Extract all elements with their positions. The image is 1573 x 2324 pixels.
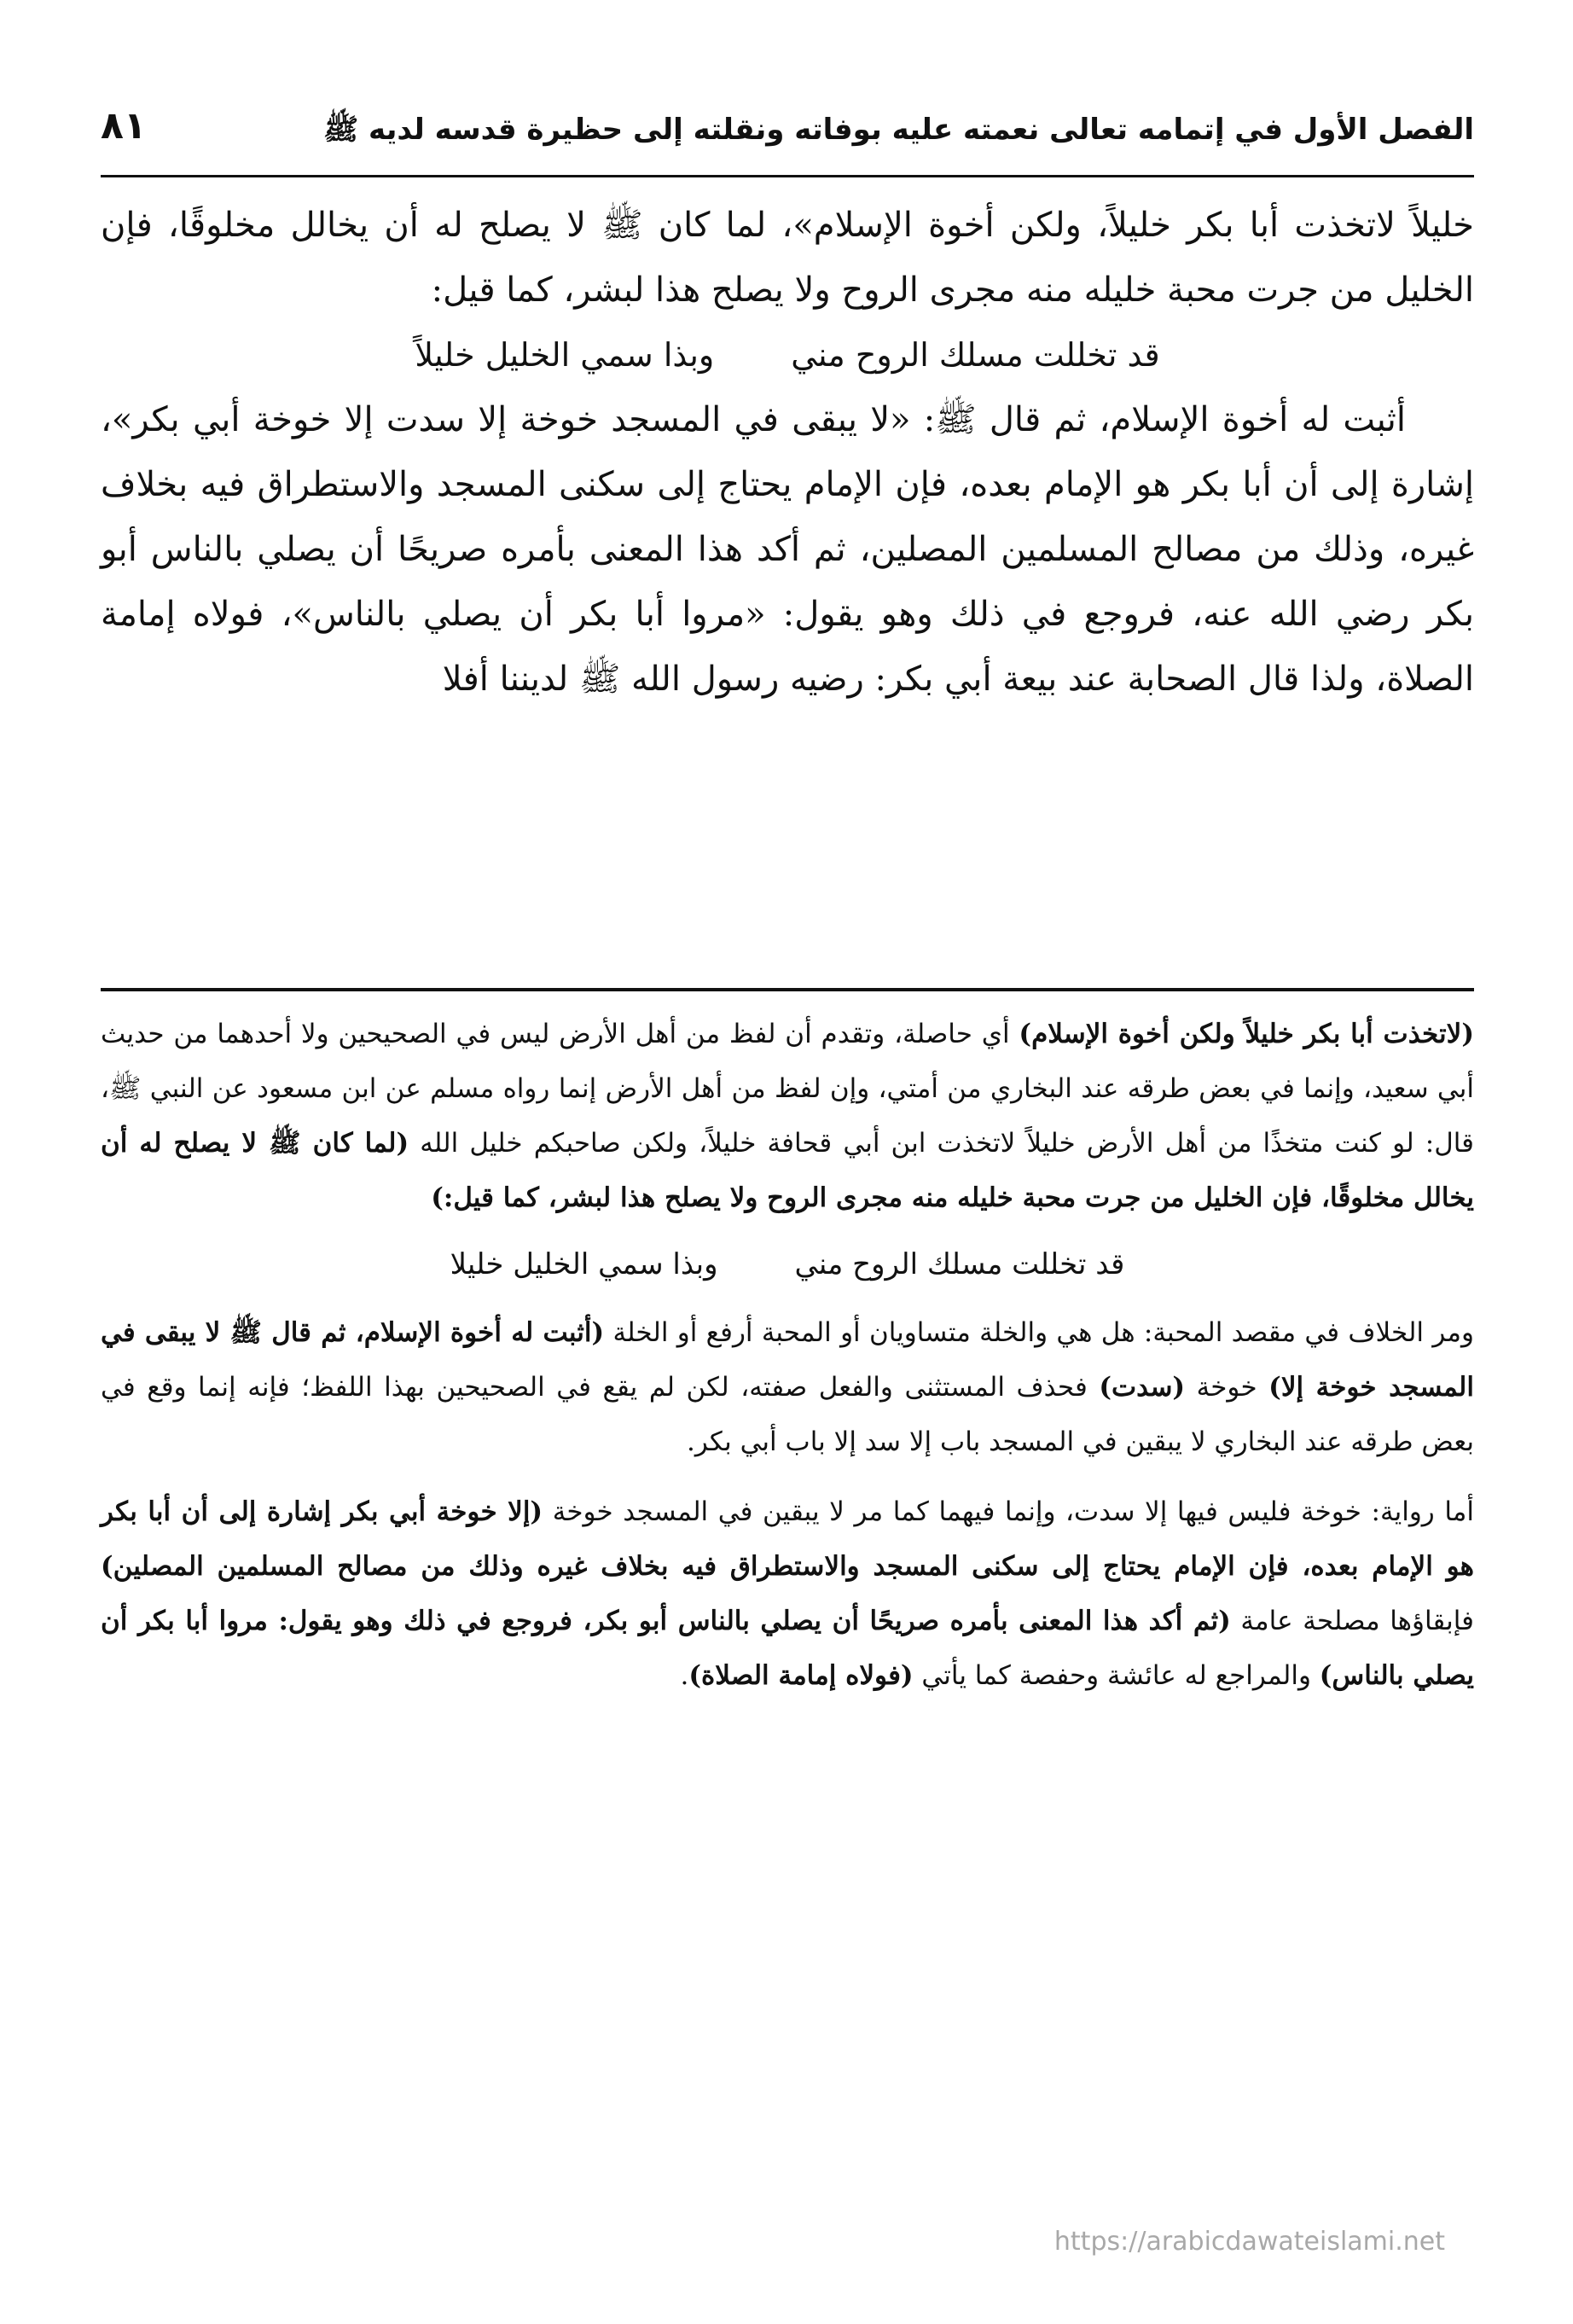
commentary-verse [101,1232,1474,1297]
commentary-quote: (سدت) [1099,1372,1186,1403]
commentary-paragraph [101,1305,1474,1469]
commentary-text: خوخة [1185,1372,1269,1403]
footnote-separator [101,988,1474,991]
running-title: الفصل الأول في إتمامه تعالى نعمته عليه بوفاته ونقلته إلى حظيرة قدسه لديه ﷺ [323,113,1474,147]
commentary-paragraph [101,1484,1474,1703]
commentary-quote: (إلا خوخة أبي بكر إشارة إلى أن أبا بكر هو الإمام بعده، فإن الإمام يحتاج إلى سكنى المسجد والاستطراق فيه بخلاف غيره وذلك من مصالح المسلمين المصلين) [101,1496,1474,1582]
source-watermark: https://arabicdawateislami.net [1054,2227,1445,2257]
commentary-quote: (ثم أكد هذا المعنى بأمره صريحًا أن يصلي بالناس أبو بكر، فروجع في ذلك وهو يقول: مروا أبا بكر أن يصلي بالناس) [101,1606,1474,1691]
verse-hemistich-second: وبذا سمي الخليل خليلاً [415,336,715,374]
commentary-quote: (لما كان ﷺ لا يصلح له أن يخالل مخلوقًا، فإن الخليل من جرت محبة خليله منه مجرى الروح ولا يصلح هذا لبشر، كما قيل:) [101,1128,1474,1213]
main-text [101,193,1474,712]
commentary-quote: (فولاه إمامة الصلاة) [688,1660,914,1691]
main-paragraph: أثبت له أخوة الإسلام، ثم قال ﷺ: «لا يبقى في المسجد خوخة إلا سدت إلا خوخة أبي بكر»، إشارة إلى أن أبا بكر هو الإمام بعده، فإن الإمام يحتاج إلى سكنى المسجد والاستطراق فيه بخلاف غيره، وذلك من مصالح المسلمين المصلين، ثم أكد هذا المعنى بأمره صريحًا أن يصلي بالناس أبو بكر رضي الله عنه، فروجع في ذلك وهو يقول: «مروا أبا بكر أن يصلي بالناس»، فولاه إمامة الصلاة، ولذا قال الصحابة عند بيعة أبي بكر: رضيه رسول الله ﷺ لديننا أفلا [101,400,1474,699]
commentary-quote: (لاتخذت أبا بكر خليلاً ولكن أخوة الإسلام) [1019,1019,1474,1049]
commentary-section [101,1007,1474,1703]
header-rule [101,175,1474,177]
commentary-text: أي حاصلة، وتقدم أن لفظ من أهل الأرض ليس في الصحيحين ولا أحدهما من حديث أبي سعيد، وإنما في بعض طرقه عند البخاري من أمتي، وإن لفظ من أهل الأرض إنما رواه مسلم عن ابن مسعود عن النبي ﷺ، قال: لو كنت متخذًا من أهل الأرض خليلاً لاتخذت ابن أبي قحافة خليلاً، ولكن صاحبكم خليل الله [101,1019,1474,1159]
commentary-text: ومر الخلاف في مقصد المحبة: هل هي والخلة متساويان أو المحبة أرفع أو الخلة [604,1317,1474,1348]
verse-hemistich-first: قد تخللت مسلك الروح مني [794,1247,1125,1281]
verse-hemistich-first: قد تخللت مسلك الروح مني [791,336,1160,374]
commentary-text: أما رواية: خوخة فليس فيها إلا سدت، وإنما فيهما كما مر لا يبقين في المسجد خوخة [543,1496,1475,1527]
commentary-text: فإبقاؤها مصلحة عامة [1230,1606,1474,1636]
main-paragraph: خليلاً لاتخذت أبا بكر خليلاً، ولكن أخوة الإسلام»، لما كان ﷺ لا يصلح له أن يخالل مخلوقًا، فإن الخليل من جرت محبة خليله منه مجرى الروح ولا يصلح هذا لبشر، كما قيل: [101,206,1474,310]
page-number: ٨١ [101,104,147,148]
verse-hemistich-second: وبذا سمي الخليل خليلا [450,1247,718,1281]
commentary-text: والمراجع له عائشة وحفصة كما يأتي [913,1660,1320,1691]
commentary-paragraph [101,1007,1474,1225]
commentary-text: فحذف المستثنى والفعل صفته، لكن لم يقع في الصحيحين بهذا اللفظ؛ فإنه إنما وقع في بعض طرقه عند البخاري لا يبقين في المسجد باب إلا سد إلا باب أبي بكر. [101,1372,1474,1457]
main-verse [101,322,1474,387]
page-header [101,104,1474,172]
commentary-text: . [680,1660,689,1691]
commentary-quote: (أثبت له أخوة الإسلام، ثم قال ﷺ لا يبقى في المسجد خوخة إلا) [101,1317,1474,1403]
